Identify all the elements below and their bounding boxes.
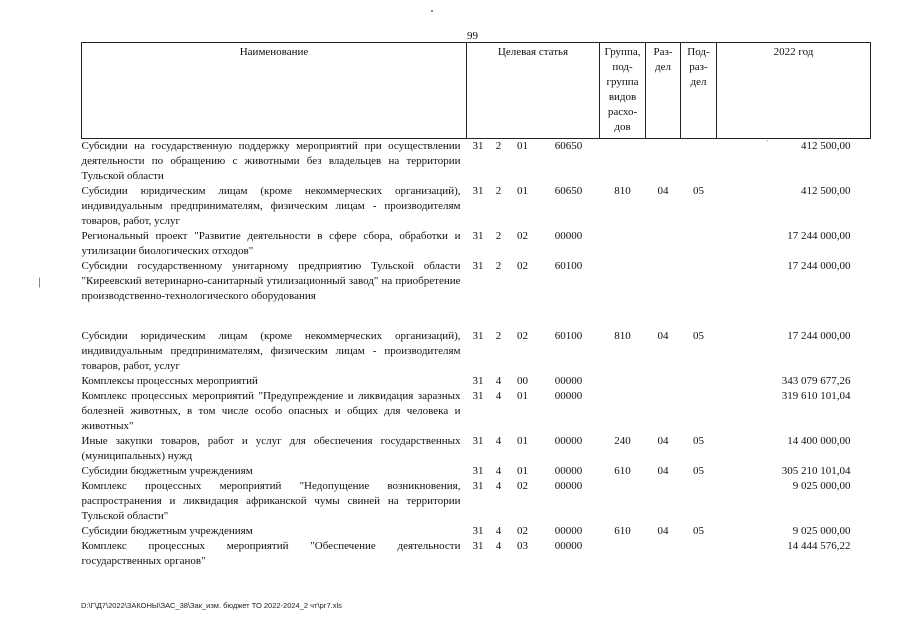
row-amount: 305 210 101,04	[781, 465, 851, 477]
row-name: Субсидии юридическим лицам (кроме некоммерческих организаций), индивидуальным предпринимателям, физическим лицам - производителям товаров, работ, услуг	[81, 330, 461, 372]
row-code-type: 2	[495, 140, 502, 152]
margin-pen-mark: /	[35, 275, 45, 292]
row-subsection: 05	[693, 525, 704, 537]
row-code-type: 4	[495, 525, 502, 537]
row-code-structure: 01	[517, 140, 528, 152]
row-amount: 9 025 000,00	[792, 525, 851, 537]
row-code-type: 4	[495, 540, 502, 552]
row-code-direction: 00000	[554, 465, 583, 477]
row-code-structure: 02	[517, 260, 528, 272]
row-code-program: 31	[472, 375, 484, 387]
scan-tick-mark: `	[766, 139, 769, 148]
header-expense-group: Группа, под-группа видов расхо-дов	[600, 43, 646, 139]
row-section	[646, 374, 681, 389]
row-code-type: 2	[495, 185, 502, 197]
row-code-type: 4	[495, 375, 502, 387]
row-code-direction: 00000	[554, 375, 583, 387]
row-code-program: 31	[472, 435, 484, 447]
row-code-program: 31	[472, 260, 484, 272]
row-name: Иные закупки товаров, работ и услуг для обеспечения государственных (муниципальных) нужд	[81, 435, 461, 462]
row-subsection	[681, 389, 717, 434]
row-expense-group: 810	[614, 330, 631, 342]
row-subsection: 05	[693, 185, 704, 197]
row-section	[646, 539, 681, 569]
row-amount: 343 079 677,26	[781, 375, 851, 387]
row-code-program: 31	[472, 525, 484, 537]
header-target-article: Целевая статья	[467, 43, 600, 139]
row-amount: 17 244 000,00	[787, 260, 851, 272]
row-name: Комплексы процессных мероприятий	[81, 375, 258, 387]
table-row	[82, 374, 871, 389]
row-section	[646, 479, 681, 524]
row-section	[646, 389, 681, 434]
row-subsection	[681, 374, 717, 389]
row-code-direction: 00000	[554, 540, 583, 552]
row-code-structure: 00	[517, 375, 528, 387]
row-section	[646, 229, 681, 259]
row-code-direction: 60100	[554, 260, 583, 272]
header-section: Раз-дел	[646, 43, 681, 139]
table-row	[82, 184, 871, 229]
header-subsection: Под-раз-дел	[681, 43, 717, 139]
table-row	[82, 464, 871, 479]
row-section: 04	[657, 185, 669, 197]
budget-table	[81, 42, 871, 569]
row-subsection	[681, 229, 717, 259]
row-amount: 14 400 000,00	[787, 435, 851, 447]
row-subsection	[681, 139, 717, 185]
row-code-program: 31	[472, 540, 484, 552]
row-expense-group	[600, 479, 646, 524]
row-name: Субсидии бюджетным учреждениям	[81, 525, 253, 537]
row-code-program: 31	[472, 330, 484, 342]
row-code-type: 4	[495, 390, 502, 402]
row-name: Комплекс процессных мероприятий "Предупреждение и ликвидация заразных болезней животных, в том числе особо опасных и общих для человека и животных"	[81, 390, 461, 432]
row-amount: 17 244 000,00	[787, 230, 851, 242]
table-row	[82, 229, 871, 259]
page-number: 99	[467, 30, 478, 42]
row-name: Субсидии государственному унитарному предприятию Тульской области "Киреевский ветеринарно-санитарный утилизационный завод" на приобретение производственно-технологического оборудования	[81, 260, 461, 302]
row-name: Региональный проект "Развитие деятельности в сфере сбора, обработки и утилизации биологических отходов"	[81, 230, 461, 257]
table-body	[82, 139, 871, 570]
row-code-structure: 01	[517, 390, 528, 402]
row-code-structure: 01	[517, 435, 528, 447]
row-code-program: 31	[472, 140, 484, 152]
row-subsection	[681, 259, 717, 329]
budget-table-container	[81, 42, 870, 569]
file-path-footer: D:\Г\Д7\2022\ЗАКОНЫ\ЗАС_38\Зак_изм. бюджет ТО 2022-2024_2 чт\рг7.xls	[81, 601, 342, 610]
table-header-row	[82, 43, 871, 139]
row-subsection: 05	[693, 465, 704, 477]
row-code-direction: 00000	[554, 230, 583, 242]
row-section	[646, 139, 681, 185]
row-code-type: 4	[495, 435, 502, 447]
row-code-type: 2	[495, 330, 502, 342]
row-code-direction: 00000	[554, 435, 583, 447]
row-code-structure: 01	[517, 465, 528, 477]
row-expense-group: 610	[614, 465, 631, 477]
row-code-program: 31	[472, 230, 484, 242]
table-row	[82, 389, 871, 434]
row-name: Субсидии юридическим лицам (кроме некоммерческих организаций), индивидуальным предпринимателям, физическим лицам - производителям товаров, работ, услуг	[81, 185, 461, 227]
row-name: Субсидии на государственную поддержку мероприятий при осуществлении деятельности по обращению с животными без владельцев на территории Тульской области	[81, 140, 461, 182]
row-code-structure: 01	[517, 185, 528, 197]
table-row	[82, 539, 871, 569]
table-row	[82, 329, 871, 374]
row-name: Субсидии бюджетным учреждениям	[81, 465, 253, 477]
row-code-direction: 60100	[554, 330, 583, 342]
row-expense-group: 810	[614, 185, 631, 197]
row-section	[646, 259, 681, 329]
row-code-direction: 00000	[554, 525, 583, 537]
row-code-program: 31	[472, 465, 484, 477]
row-section: 04	[657, 435, 669, 447]
row-code-structure: 02	[517, 480, 528, 492]
row-code-direction: 00000	[554, 390, 583, 402]
row-subsection	[681, 479, 717, 524]
row-amount: 14 444 576,22	[787, 540, 851, 552]
row-code-type: 4	[495, 465, 502, 477]
row-amount: 412 500,00	[801, 185, 851, 197]
row-amount: 9 025 000,00	[792, 480, 851, 492]
row-code-structure: 03	[517, 540, 528, 552]
row-section: 04	[657, 465, 669, 477]
scan-speck	[431, 10, 433, 12]
row-code-direction: 00000	[554, 480, 583, 492]
row-code-structure: 02	[517, 230, 528, 242]
header-year-2022: 2022 год	[717, 43, 871, 139]
row-expense-group: 240	[614, 435, 631, 447]
row-name: Комплекс процессных мероприятий "Обеспечение деятельности государственных органов"	[81, 540, 461, 567]
row-code-structure: 02	[517, 525, 528, 537]
table-row	[82, 479, 871, 524]
row-code-program: 31	[472, 390, 484, 402]
row-expense-group	[600, 139, 646, 185]
row-expense-group	[600, 259, 646, 329]
row-expense-group	[600, 389, 646, 434]
row-code-structure: 02	[517, 330, 528, 342]
row-amount: 17 244 000,00	[787, 330, 851, 342]
row-code-direction: 60650	[554, 140, 583, 152]
row-amount: 319 610 101,04	[781, 390, 851, 402]
row-name: Комплекс процессных мероприятий "Недопущение возникновения, распространения и ликвидация африканской чумы свиней на территории Тульской области"	[81, 480, 461, 522]
row-subsection	[681, 539, 717, 569]
table-row	[82, 434, 871, 464]
row-subsection: 05	[693, 435, 704, 447]
row-amount: 412 500,00	[801, 140, 851, 152]
header-name: Наименование	[82, 43, 467, 139]
row-code-type: 2	[495, 260, 502, 272]
row-code-program: 31	[472, 185, 484, 197]
row-expense-group	[600, 374, 646, 389]
row-section: 04	[657, 525, 669, 537]
table-row	[82, 259, 871, 329]
row-code-program: 31	[472, 480, 484, 492]
row-code-type: 2	[495, 230, 502, 242]
row-expense-group	[600, 539, 646, 569]
row-code-type: 4	[495, 480, 502, 492]
row-expense-group	[600, 229, 646, 259]
table-row	[82, 139, 871, 185]
table-row	[82, 524, 871, 539]
row-subsection: 05	[693, 330, 704, 342]
row-code-direction: 60650	[554, 185, 583, 197]
row-section: 04	[657, 330, 669, 342]
row-expense-group: 610	[614, 525, 631, 537]
